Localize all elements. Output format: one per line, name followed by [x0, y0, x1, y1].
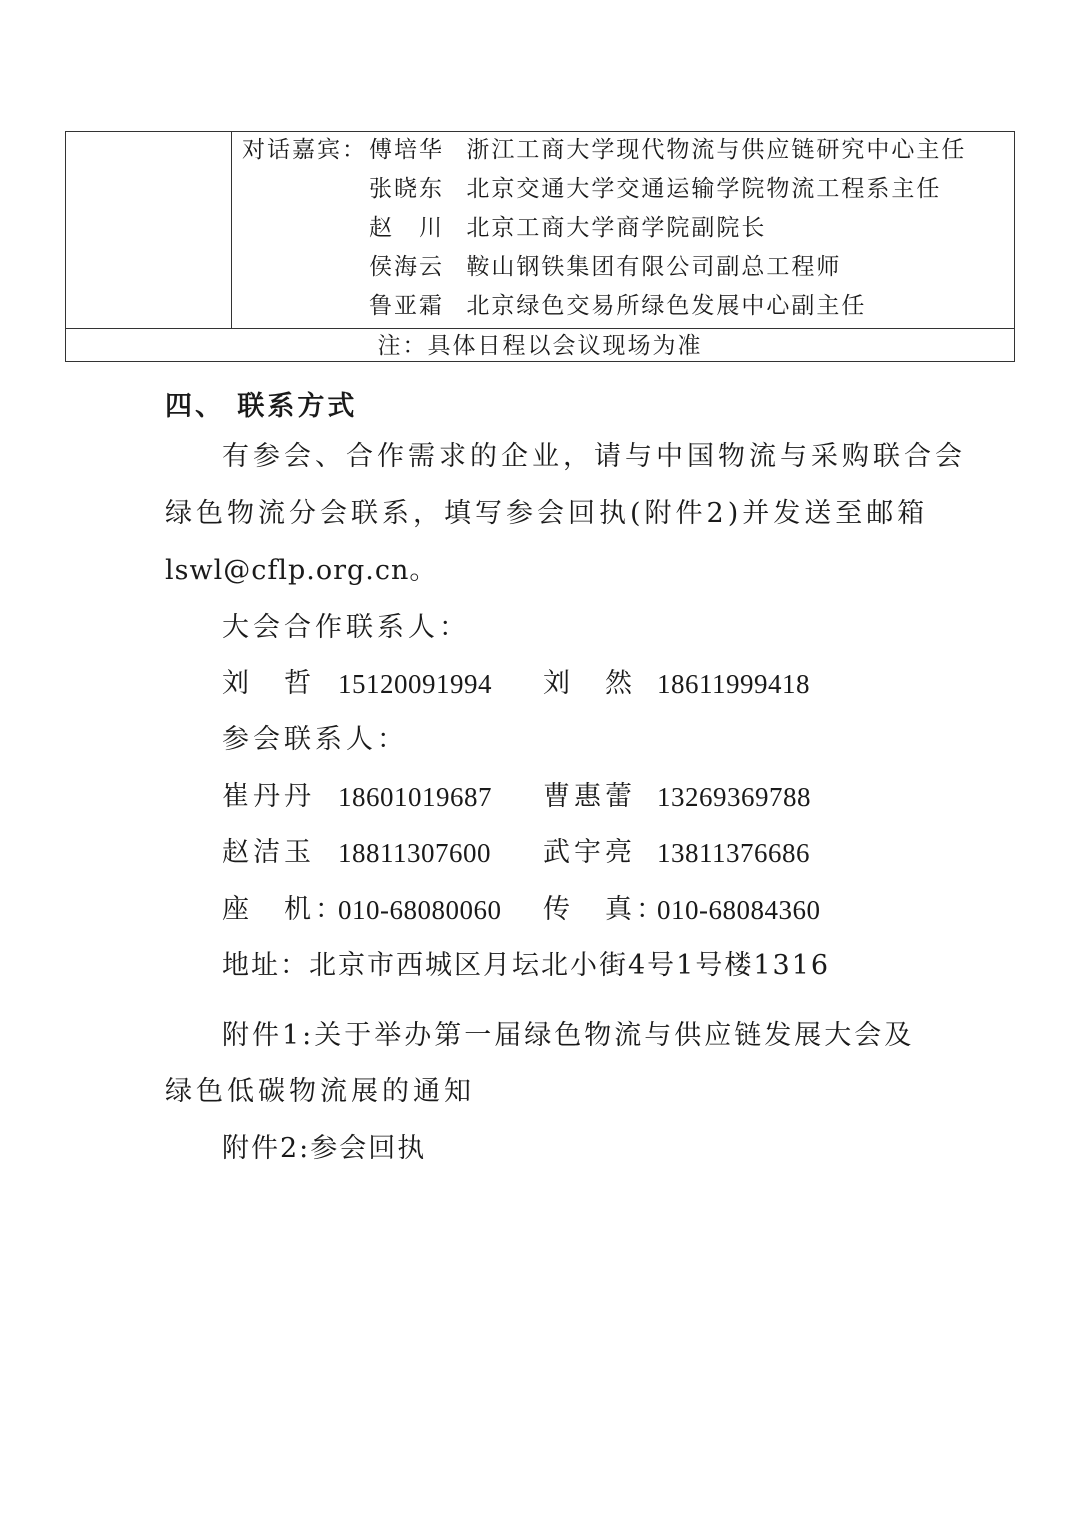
contact-email: lswl@cflp.org.cn。: [165, 555, 438, 586]
guest-name: 侯海云: [369, 254, 444, 280]
guest-title: 鞍山钢铁集团有限公司副总工程师: [466, 254, 842, 280]
section-heading: 四、 联系方式: [165, 391, 358, 422]
contact-phone: 18611999418: [657, 669, 810, 699]
table-row-divider: [66, 328, 1014, 329]
fax-number: 010-68084360: [657, 895, 821, 925]
guest-row: [369, 173, 941, 205]
guest-title: 北京工商大学商学院副院长: [466, 215, 767, 241]
guest-title: 浙江工商大学现代物流与供应链研究中心主任: [466, 137, 967, 163]
dialogue-guests-label: 对话嘉宾：: [242, 137, 367, 163]
attachment-2: 附件2:参会回执: [222, 1133, 427, 1164]
guest-title: 北京交通大学交通运输学院物流工程系主任: [466, 176, 942, 202]
contact-name: 曹惠蕾: [543, 781, 636, 812]
table-column-divider: [231, 132, 232, 329]
contact-phone: 13811376686: [657, 838, 810, 868]
address: 地址：北京市西城区月坛北小街4号1号楼1316: [222, 950, 831, 981]
guest-title: 北京绿色交易所绿色发展中心副主任: [466, 293, 867, 319]
contact-phone: 18811307600: [338, 838, 491, 868]
schedule-table: [65, 131, 1015, 362]
contact-phone: 15120091994: [338, 669, 492, 699]
landline-label: 座 机：: [222, 894, 346, 925]
fax-label: 传 真：: [543, 894, 667, 925]
contact-name: 崔丹丹: [222, 781, 315, 812]
contact-paragraph-line: 绿色物流分会联系，填写参会回执(附件2)并发送至邮箱: [165, 498, 929, 529]
contact-phone: 13269369788: [657, 782, 811, 812]
schedule-note: 注：具体日程以会议现场为准: [377, 333, 703, 359]
guest-name: 鲁亚霜: [369, 293, 444, 319]
coop-contacts-label: 大会合作联系人：: [222, 612, 470, 643]
guest-name: 赵 川: [369, 215, 444, 241]
attachment-1-continued: 绿色低碳物流展的通知: [165, 1076, 475, 1107]
guest-row: [369, 212, 766, 244]
contact-paragraph-line: 有参会、合作需求的企业，请与中国物流与采购联合会: [222, 441, 966, 472]
guest-name: 傅培华: [369, 137, 444, 163]
contact-phone: 18601019687: [338, 782, 492, 812]
guest-row: [369, 251, 841, 283]
contact-name: 赵洁玉: [222, 837, 315, 868]
attend-contacts-label: 参会联系人：: [222, 724, 408, 755]
guest-row: [369, 290, 866, 322]
contact-name: 刘 然: [543, 668, 636, 699]
attachment-1: 附件1:关于举办第一届绿色物流与供应链发展大会及: [222, 1020, 915, 1051]
landline-number: 010-68080060: [338, 895, 502, 925]
contact-name: 刘 哲: [222, 668, 315, 699]
guest-name: 张晓东: [369, 176, 444, 202]
guest-row: [369, 134, 966, 166]
contact-name: 武宇亮: [543, 837, 636, 868]
